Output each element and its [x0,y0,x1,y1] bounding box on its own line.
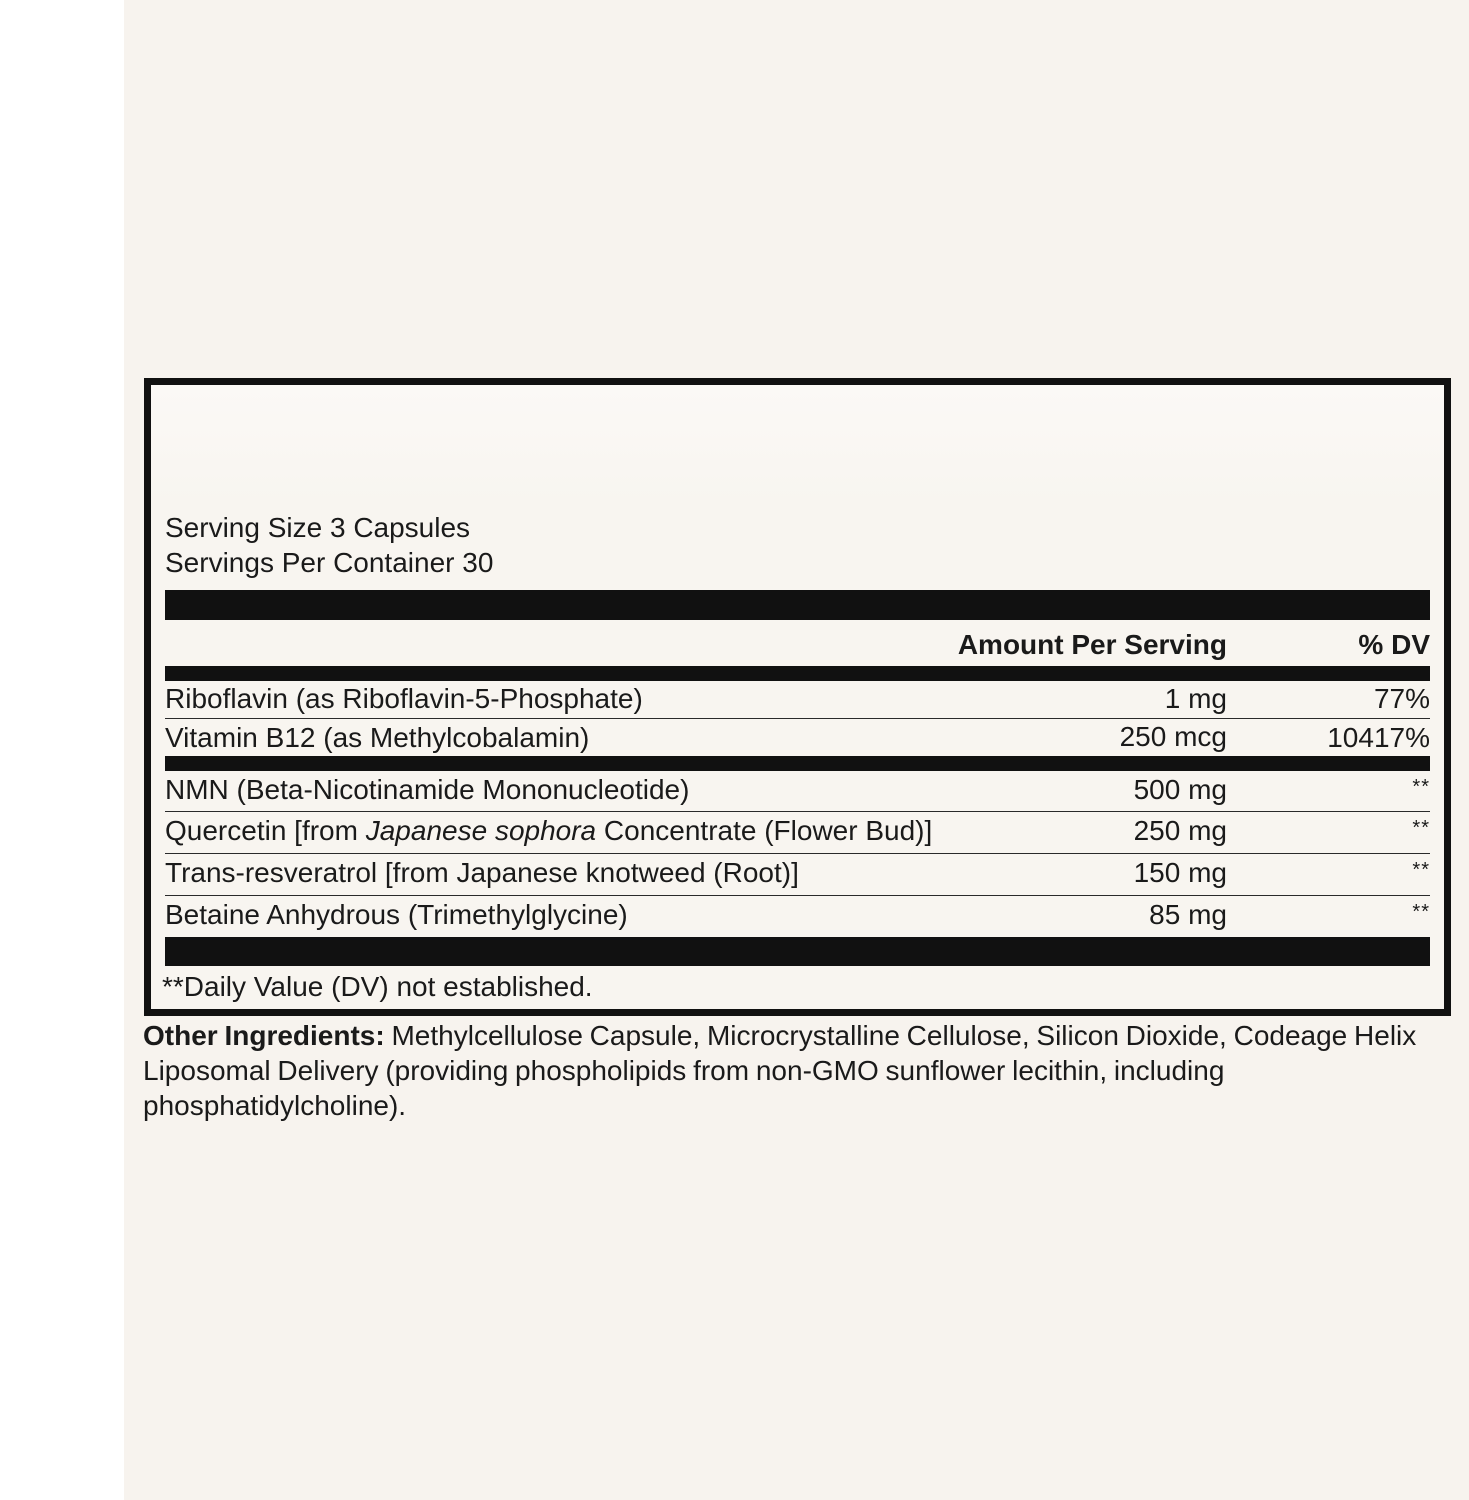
left-margin [0,0,124,1500]
servings-per-container: Servings Per Container 30 [165,547,494,578]
ingredient-amount: 500 mg [1133,774,1227,805]
dv-header: % DV [1358,629,1430,660]
ingredient-dv: 77% [1373,683,1430,714]
ingredient-dv: ** [1412,859,1430,881]
mid-divider-bar [165,756,1430,771]
ingredient-row-nmn [165,772,1430,812]
ingredient-dv: 10417% [1327,722,1430,753]
ingredient-name: Trans-resveratrol [from Japanese knotweed (Root)] [165,857,799,888]
ingredient-name-suffix: Concentrate (Flower Bud)] [596,815,933,846]
ingredient-dv: ** [1412,776,1430,798]
column-header-row [165,628,1430,662]
other-ingredients-label: Other Ingredients: [143,1020,385,1051]
ingredient-amount: 85 mg [1149,899,1227,930]
ingredient-name: Riboflavin (as Riboflavin-5-Phosphate) [165,683,643,714]
ingredient-dv: ** [1412,817,1430,839]
ingredient-name [165,813,932,849]
ingredient-row-trans-resveratrol [165,855,1430,896]
ingredient-dv: ** [1412,901,1430,923]
ingredient-row-betaine [165,897,1430,937]
ingredient-amount: 1 mg [1164,683,1227,714]
panel-header-area [151,385,1444,505]
serving-size: Serving Size 3 Capsules [165,512,471,543]
ingredient-name: NMN (Beta-Nicotinamide Mononucleotide) [165,774,690,805]
bottom-divider-bar [165,937,1430,966]
ingredient-amount: 150 mg [1133,857,1227,888]
ingredient-name: Betaine Anhydrous (Trimethylglycine) [165,899,628,930]
header-divider-bar [165,666,1430,681]
other-ingredients-text: Methylcellulose Capsule, Microcrystalline Cellulose, Silicon Dioxide, Codeage Helix Liposomal Delivery (providing phospholipids from non-GMO sunflower lecithin, including phosphatidylcholine). [143,1020,1417,1121]
ingredient-row-vitamin-b12 [165,720,1430,756]
amount-per-serving-header: Amount Per Serving [957,629,1227,660]
ingredient-row-riboflavin [165,681,1430,719]
ingredient-name: Vitamin B12 (as Methylcobalamin) [165,722,590,753]
top-divider-bar [165,590,1430,620]
ingredient-amount: 250 mcg [1119,721,1227,752]
ingredient-name-italic: Japanese sophora [365,815,597,846]
other-ingredients [143,1018,1453,1123]
ingredient-row-quercetin [165,813,1430,854]
dv-footnote: **Daily Value (DV) not established. [162,971,593,1002]
ingredient-amount: 250 mg [1133,815,1227,846]
ingredient-name-prefix: Quercetin [from [165,815,366,846]
